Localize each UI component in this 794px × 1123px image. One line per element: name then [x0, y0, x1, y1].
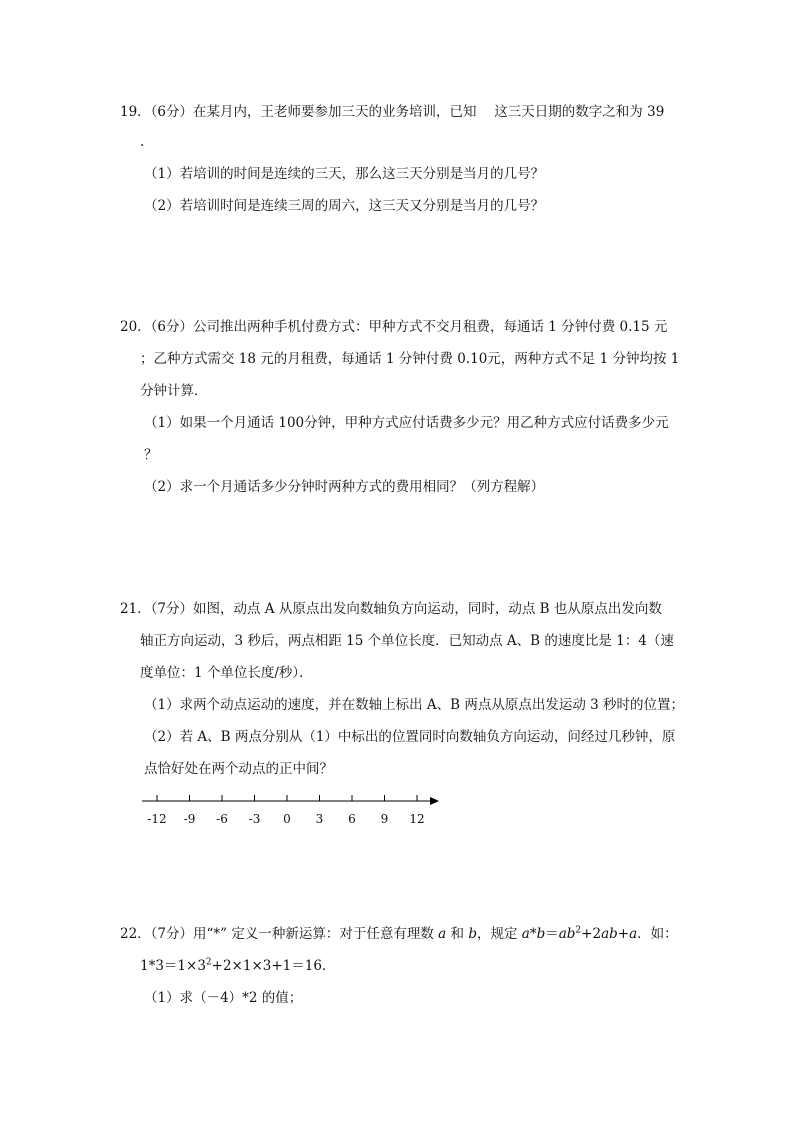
q22-rule-eq: ＝	[545, 926, 559, 942]
q21-part1: （1）求两个动点运动的速度，并在数轴上标出 A、B 两点从原点出发运动 3 秒时的位置；	[144, 697, 685, 713]
q19-line1: 19．（6分）在某月内，王老师要参加三天的业务培训，已知 这三天日期的数字之和为 39	[120, 104, 665, 120]
number-line-tick-label: -9	[183, 812, 196, 826]
number-line-tick-label: 9	[380, 812, 389, 826]
q19-part2: （2）若培训时间是连续三周的周六，这三天又分别是当月的几号？	[144, 198, 545, 214]
q19-line2: .	[140, 134, 145, 150]
q22-rule-end: ．如：	[637, 926, 678, 942]
q22-example	[140, 956, 335, 976]
q20-line1: 20．（6分）公司推出两种手机付费方式：甲种方式不交月租费，每通话 1 分钟付费 0.15 元	[120, 319, 668, 335]
q21-line2: 轴正方向运动，3 秒后，两点相距 15 个单位长度．已知动点 A、B 的速度比是 1：4（速	[140, 633, 674, 649]
q22-rule-sup: 2	[575, 925, 582, 936]
q22-rule-rhs2: +2	[581, 926, 602, 942]
number-line-arrow-icon	[430, 797, 439, 805]
q22-rule-rhs4: +	[617, 926, 630, 942]
q21-line3: 度单位：1 个单位长度/秒）．	[140, 665, 313, 681]
number-line-tick-label: 12	[409, 812, 425, 826]
q21-part2b: 点恰好处在两个动点的正中间？	[144, 761, 333, 777]
q22-example-sup: 2	[205, 957, 212, 968]
number-line-tick-label: -12	[147, 812, 167, 826]
q22-and: 和	[446, 926, 469, 942]
q22-rule-rhs1: ab	[558, 926, 576, 942]
q22-part1: （1）求（－4）*2 的值；	[144, 990, 303, 1006]
q21-part2a: （2）若 A、B 两点分别从（1）中标出的位置同时向数轴负方向运动，问经过几秒钟，原	[144, 729, 676, 745]
number-line-tick-label: 6	[348, 812, 356, 826]
q21-line1: 21．（7分）如图，动点 A 从原点出发向数轴负方向运动，同时，动点 B 也从原点出发向数	[120, 601, 662, 617]
q20-line3: 分钟计算．	[140, 383, 208, 399]
q22-rule-lhs: a*b	[521, 926, 546, 942]
q20-part1b: ？	[144, 447, 158, 463]
q20-part2: （2）求一个月通话多少分钟时两种方式的费用相同？（列方程解）	[144, 479, 545, 495]
q22-example-pre: 1*3＝1×3	[140, 958, 206, 974]
q22-var-a: a	[438, 926, 447, 942]
q19-part1: （1）若培训的时间是连续的三天，那么这三天分别是当月的几号？	[144, 166, 545, 182]
q22-rule-rhs5: a	[629, 926, 638, 942]
number-line-tick-label: 3	[315, 812, 324, 826]
number-line-tick-label: -6	[216, 812, 228, 826]
q20-part1a: （1）如果一个月通话 100分钟，甲种方式应付话费多少元？用乙种方式应付话费多少元	[144, 415, 669, 431]
number-line	[140, 790, 440, 830]
q22-example-post: +2×1×3+1＝16．	[211, 958, 336, 974]
number-line-tick-label: -3	[248, 812, 261, 826]
q22-var-b: b	[468, 926, 477, 942]
number-line-tick-label: 0	[283, 812, 291, 826]
q22-line1	[120, 924, 678, 944]
q20-line2: ；乙种方式需交 18 元的月租费，每通话 1 分钟付费 0.10元，两种方式不足 1 分钟均按 1	[140, 351, 680, 367]
q22-line1-pre: 22．（7分）用“*” 定义一种新运算：对于任意有理数	[120, 926, 439, 942]
q22-rule-pre: ，规定	[476, 926, 522, 942]
q22-rule-rhs3: ab	[601, 926, 618, 942]
